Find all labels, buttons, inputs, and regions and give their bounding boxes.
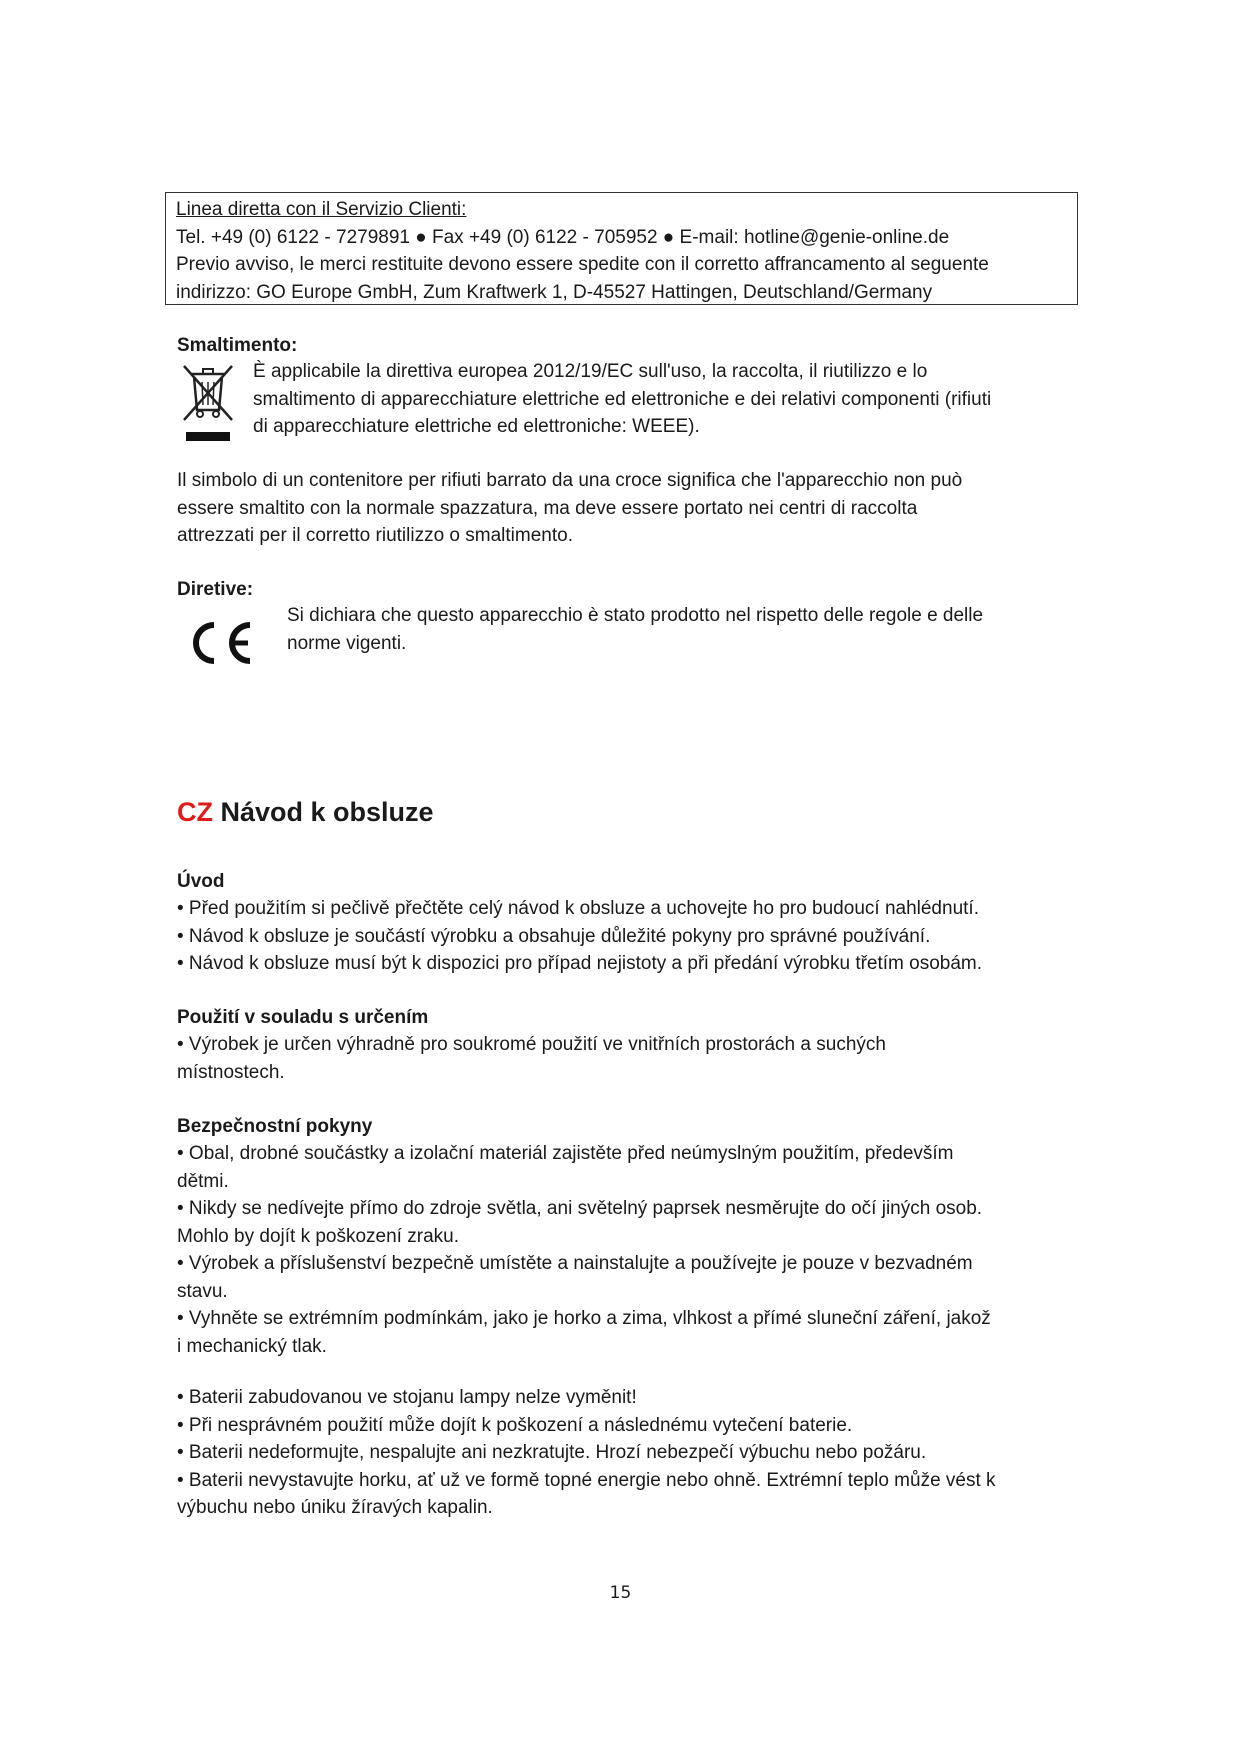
list-item: • Návod k obsluze je součástí výrobku a obsahuje důležité pokyny pro správné používání. <box>177 925 931 947</box>
list-item: i mechanický tlak. <box>177 1335 327 1357</box>
list-item: Mohlo by dojít k poškození zraku. <box>177 1225 459 1247</box>
usage-heading: Použití v souladu s určením <box>177 1007 429 1028</box>
disposal-line: È applicabile la direttiva europea 2012/19/EC sull'uso, la raccolta, il riutilizzo e lo <box>253 361 928 382</box>
disposal-line: smaltimento di apparecchiature elettriche ed elettroniche e dei relativi componenti (rifiuti <box>253 388 992 410</box>
page-number: 15 <box>609 1583 632 1603</box>
paragraph-line: attrezzati per il corretto riutilizzo o smaltimento. <box>177 525 573 546</box>
list-item: • Baterii nedeformujte, nespalujte ani nezkratujte. Hrozí nebezpečí výbuchu nebo požáru. <box>177 1442 927 1463</box>
safety-list <box>177 1140 1097 1360</box>
list-item: • Obal, drobné součástky a izolační materiál zajistěte před neúmyslným použitím, především <box>177 1143 954 1164</box>
ce-mark-icon <box>186 619 256 667</box>
list-item: • Při nesprávném použití může dojít k poškození a následnému vytečení baterie. <box>177 1414 853 1436</box>
hotline-address-line: indirizzo: GO Europe GmbH, Zum Kraftwerk 1, D-45527 Hattingen, Deutschland/Germany <box>176 281 933 303</box>
directives-heading: Diretive: <box>177 579 254 600</box>
list-item: stavu. <box>177 1280 228 1302</box>
list-item: • Před použitím si pečlivě přečtěte celý návod k obsluze a uchovejte ho pro budoucí nahlédnutí. <box>177 898 979 919</box>
disposal-heading: Smaltimento: <box>177 335 298 356</box>
directives-line: norme vigenti. <box>287 632 407 654</box>
language-code: CZ <box>177 797 213 827</box>
cz-section-title <box>177 795 434 829</box>
directives-line: Si dichiara che questo apparecchio è stato prodotto nel rispetto delle regole e delle <box>287 605 984 626</box>
hotline-contact-line: Tel. +49 (0) 6122 - 7279891 ● Fax +49 (0) 6122 - 705952 ● E-mail: hotline@genie-online.de <box>176 226 950 248</box>
intro-heading: Úvod <box>177 871 225 892</box>
hotline-box <box>165 192 1078 305</box>
list-item: • Nikdy se nedívejte přímo do zdroje světla, ani světelný paprsek nesměrujte do očí jiných osob. <box>177 1198 983 1219</box>
hotline-return-line: Previo avviso, le merci restituite devono essere spedite con il corretto affrancamento al seguente <box>176 254 989 275</box>
list-item: • Baterii zabudovanou ve stojanu lampy nelze vyměnit! <box>177 1387 637 1408</box>
list-item: • Vyhněte se extrémním podmínkám, jako je horko a zima, vlhkost a přímé sluneční záření, jakož <box>177 1308 991 1329</box>
disposal-directive-text <box>253 358 1083 441</box>
disposal-line: di apparecchiature elettriche ed elettroniche: WEEE). <box>253 416 700 437</box>
list-item: • Výrobek je určen výhradně pro soukromé použití ve vnitřních prostorách a suchých <box>177 1034 886 1055</box>
battery-list <box>177 1384 1097 1522</box>
hotline-title: Linea diretta con il Servizio Clienti: <box>176 199 467 220</box>
directives-text <box>287 602 1077 657</box>
manual-title: Návod k obsluze <box>220 797 434 827</box>
list-item: výbuchu nebo úniku žíravých kapalin. <box>177 1497 493 1518</box>
disposal-symbol-paragraph <box>177 467 1077 550</box>
paragraph-line: Il simbolo di un contenitore per rifiuti barrato da una croce significa che l'apparecchio non può <box>177 470 963 491</box>
list-item: • Výrobek a příslušenství bezpečně umístěte a nainstalujte a používejte je pouze v bezvadném <box>177 1253 973 1274</box>
safety-heading: Bezpečnostní pokyny <box>177 1116 373 1137</box>
list-item: • Baterii nevystavujte horku, ať už ve formě topné energie nebo ohně. Extrémní teplo může vést k <box>177 1469 996 1491</box>
paragraph-line: essere smaltito con la normale spazzatura, ma deve essere portato nei centri di raccolta <box>177 497 918 519</box>
list-item: místnostech. <box>177 1061 285 1083</box>
intro-list <box>177 895 1097 978</box>
weee-crossed-bin-icon <box>181 364 235 446</box>
list-item: • Návod k obsluze musí být k dispozici pro případ nejistoty a při předání výrobku třetím osobám. <box>177 953 983 974</box>
usage-list <box>177 1031 1097 1086</box>
list-item: dětmi. <box>177 1170 229 1192</box>
